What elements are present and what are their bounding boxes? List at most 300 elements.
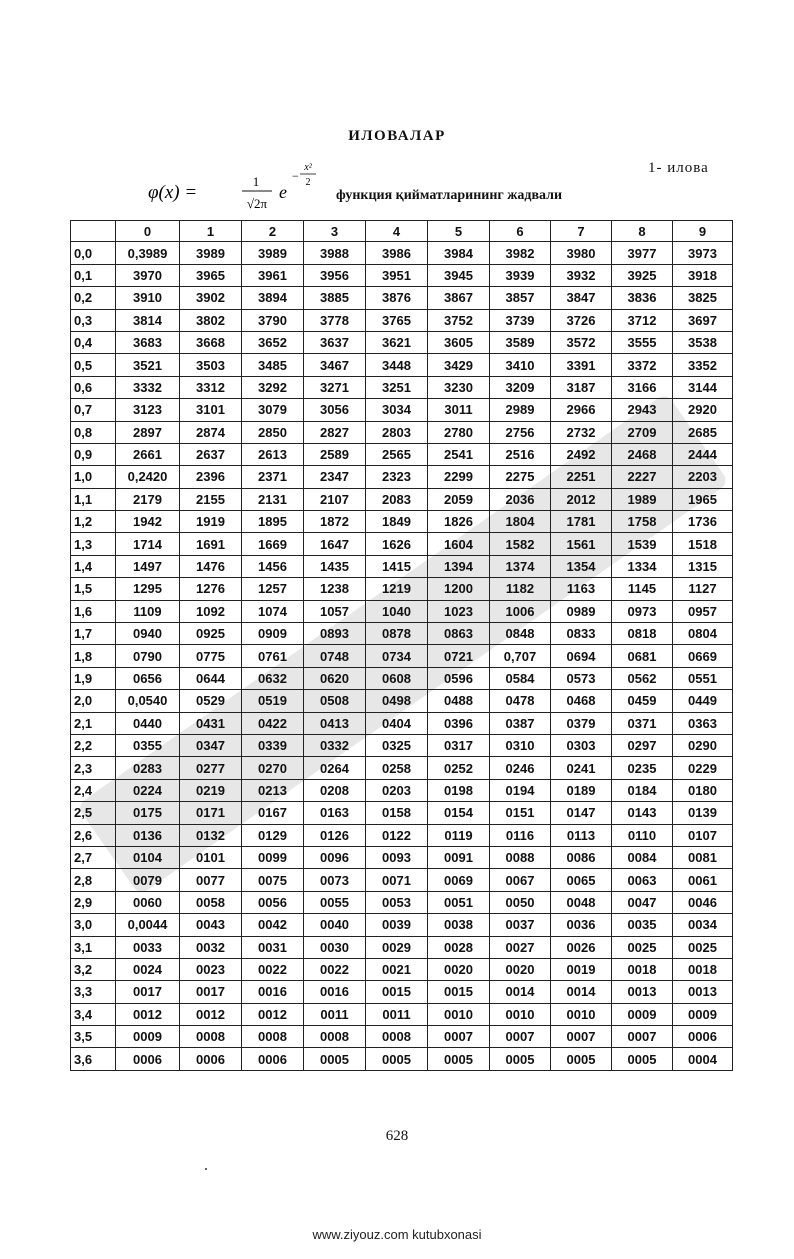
value-cell: 1669 [242,533,304,555]
value-cell: 0008 [242,1026,304,1048]
value-cell: 1295 [116,578,180,600]
value-cell: 3977 [612,242,673,264]
value-cell: 1145 [612,578,673,600]
value-cell: 0005 [551,1048,612,1070]
value-cell: 0562 [612,667,673,689]
value-cell: 1127 [673,578,733,600]
value-cell: 1456 [242,555,304,577]
value-cell: 2803 [366,421,428,443]
value-cell: 0004 [673,1048,733,1070]
value-cell: 3956 [304,264,366,286]
value-cell: 0,0044 [116,914,180,936]
value-cell: 0036 [551,914,612,936]
page-number: 628 [385,1128,409,1144]
value-cell: 0734 [366,645,428,667]
corner-header-cell [71,221,116,242]
table-row [71,511,733,533]
value-cell: 0015 [428,981,490,1003]
value-cell: 0081 [673,846,733,868]
value-cell: 3683 [116,331,180,353]
value-cell: 3932 [551,264,612,286]
value-cell: 0022 [304,958,366,980]
value-cell: 0061 [673,869,733,891]
value-cell: 0379 [551,712,612,734]
value-cell: 0043 [180,914,242,936]
value-cell: 0006 [116,1048,180,1070]
value-cell: 0013 [612,981,673,1003]
value-cell: 3984 [428,242,490,264]
row-label-cell: 2,8 [71,869,116,891]
table-row [71,690,733,712]
value-cell: 0224 [116,779,180,801]
value-cell: 1257 [242,578,304,600]
value-cell: 0681 [612,645,673,667]
value-cell: 0048 [551,891,612,913]
value-cell: 0,707 [490,645,551,667]
value-cell: 2155 [180,488,242,510]
table-row [71,623,733,645]
value-cell: 0007 [551,1026,612,1048]
value-cell: 3521 [116,354,180,376]
value-cell: 0113 [551,824,612,846]
value-cell: 0026 [551,936,612,958]
value-cell: 1238 [304,578,366,600]
value-cell: 0413 [304,712,366,734]
value-cell: 3752 [428,309,490,331]
value-cell: 0017 [116,981,180,1003]
table-row [71,936,733,958]
column-header-1: 0 [116,221,180,242]
value-cell: 1965 [673,488,733,510]
value-cell: 2492 [551,443,612,465]
value-cell: 1057 [304,600,366,622]
row-label-cell: 3,6 [71,1048,116,1070]
row-label-cell: 0,9 [71,443,116,465]
value-cell: 2203 [673,466,733,488]
column-header-2: 1 [180,221,242,242]
value-cell: 0143 [612,802,673,824]
value-cell: 0077 [180,869,242,891]
value-cell: 0459 [612,690,673,712]
value-cell: 0088 [490,846,551,868]
value-cell: 0007 [612,1026,673,1048]
value-cell: 0761 [242,645,304,667]
value-cell: 0008 [180,1026,242,1048]
value-cell: 2989 [490,399,551,421]
value-cell: 0440 [116,712,180,734]
row-label-cell: 3,2 [71,958,116,980]
value-cell: 0790 [116,645,180,667]
value-cell: 1561 [551,533,612,555]
value-cell: 0529 [180,690,242,712]
value-cell: 0957 [673,600,733,622]
value-cell: 3918 [673,264,733,286]
table-row [71,757,733,779]
value-cell: 1736 [673,511,733,533]
table-row [71,600,733,622]
value-cell: 3973 [673,242,733,264]
value-cell: 0721 [428,645,490,667]
value-cell: 2613 [242,443,304,465]
value-cell: 3352 [673,354,733,376]
value-cell: 0283 [116,757,180,779]
value-cell: 0104 [116,846,180,868]
value-cell: 0009 [673,1003,733,1025]
value-cell: 0644 [180,667,242,689]
value-cell: 3572 [551,331,612,353]
value-cell: 3902 [180,287,242,309]
value-cell: 0258 [366,757,428,779]
value-cell: 1109 [116,600,180,622]
column-header-9: 8 [612,221,673,242]
row-label-cell: 0,4 [71,331,116,353]
row-label-cell: 2,5 [71,802,116,824]
value-cell: 2083 [366,488,428,510]
value-cell: 3739 [490,309,551,331]
table-row [71,354,733,376]
value-cell: 0694 [551,645,612,667]
value-cell: 3790 [242,309,304,331]
value-cell: 1942 [116,511,180,533]
value-cell: 0325 [366,734,428,756]
value-cell: 0229 [673,757,733,779]
row-label-cell: 2,2 [71,734,116,756]
value-cell: 0084 [612,846,673,868]
value-cell: 3857 [490,287,551,309]
value-cell: 2347 [304,466,366,488]
value-cell: 0018 [612,958,673,980]
row-label-cell: 0,7 [71,399,116,421]
value-cell: 0213 [242,779,304,801]
value-cell: 0006 [242,1048,304,1070]
value-cell: 0584 [490,667,551,689]
value-cell: 0198 [428,779,490,801]
table-row [71,309,733,331]
value-cell: 0184 [612,779,673,801]
value-cell: 2516 [490,443,551,465]
value-cell: 0163 [304,802,366,824]
row-label-cell: 1,4 [71,555,116,577]
value-cell: 0608 [366,667,428,689]
value-cell: 0317 [428,734,490,756]
value-cell: 0431 [180,712,242,734]
table-row [71,802,733,824]
value-cell: 3951 [366,264,428,286]
table-row [71,645,733,667]
value-cell: 3144 [673,376,733,398]
row-label-cell: 2,3 [71,757,116,779]
value-cell: 0010 [551,1003,612,1025]
value-cell: 3802 [180,309,242,331]
value-cell: 1604 [428,533,490,555]
value-cell: 0804 [673,623,733,645]
value-cell: 0,2420 [116,466,180,488]
value-cell: 1394 [428,555,490,577]
value-cell: 1826 [428,511,490,533]
value-cell: 0101 [180,846,242,868]
value-cell: 3982 [490,242,551,264]
value-cell: 1781 [551,511,612,533]
value-cell: 0005 [428,1048,490,1070]
value-cell: 0075 [242,869,304,891]
value-cell: 1219 [366,578,428,600]
formula-exp-denominator: 2 [305,177,311,188]
row-label-cell: 2,7 [71,846,116,868]
value-cell: 0925 [180,623,242,645]
value-cell: 0006 [673,1026,733,1048]
value-cell: 1497 [116,555,180,577]
value-cell: 0189 [551,779,612,801]
value-cell: 0010 [428,1003,490,1025]
value-cell: 0158 [366,802,428,824]
value-cell: 3251 [366,376,428,398]
value-cell: 3485 [242,354,304,376]
value-cell: 0508 [304,690,366,712]
value-cell: 0110 [612,824,673,846]
row-label-cell: 2,9 [71,891,116,913]
table-row [71,533,733,555]
value-cell: 3209 [490,376,551,398]
table-row [71,578,733,600]
value-cell: 0038 [428,914,490,936]
value-cell: 0017 [180,981,242,1003]
value-cell: 2012 [551,488,612,510]
normal-density-table [70,220,733,1071]
table-row [71,421,733,443]
table-row [71,981,733,1003]
value-cell: 3986 [366,242,428,264]
value-cell: 3312 [180,376,242,398]
row-label-cell: 0,1 [71,264,116,286]
value-cell: 1582 [490,533,551,555]
value-cell: 0151 [490,802,551,824]
value-cell: 3448 [366,354,428,376]
value-cell: 3697 [673,309,733,331]
value-cell: 0290 [673,734,733,756]
value-cell: 0012 [242,1003,304,1025]
value-cell: 0422 [242,712,304,734]
value-cell: 1804 [490,511,551,533]
value-cell: 0116 [490,824,551,846]
appendix-label: 1- илова [648,160,709,176]
formula-exp-numerator: x² [304,162,312,173]
value-cell: 3011 [428,399,490,421]
value-cell: 3467 [304,354,366,376]
value-cell: 0,3989 [116,242,180,264]
value-cell: 3876 [366,287,428,309]
value-cell: 0129 [242,824,304,846]
value-cell: 0863 [428,623,490,645]
value-cell: 3538 [673,331,733,353]
value-cell: 3123 [116,399,180,421]
value-cell: 3778 [304,309,366,331]
value-cell: 3668 [180,331,242,353]
value-cell: 3885 [304,287,366,309]
value-cell: 3187 [551,376,612,398]
value-cell: 0270 [242,757,304,779]
value-cell: 0107 [673,824,733,846]
value-cell: 2323 [366,466,428,488]
value-cell: 3101 [180,399,242,421]
value-cell: 1074 [242,600,304,622]
value-cell: 0063 [612,869,673,891]
value-cell: 2943 [612,399,673,421]
table-row [71,264,733,286]
value-cell: 2396 [180,466,242,488]
value-cell: 0050 [490,891,551,913]
value-cell: 1758 [612,511,673,533]
value-cell: 0478 [490,690,551,712]
value-cell: 3939 [490,264,551,286]
value-cell: 0973 [612,600,673,622]
value-cell: 0339 [242,734,304,756]
value-cell: 0032 [180,936,242,958]
formula-exp-sign: − [292,169,299,183]
value-cell: 3814 [116,309,180,331]
value-cell: 0171 [180,802,242,824]
value-cell: 3847 [551,287,612,309]
value-cell: 2709 [612,421,673,443]
row-label-cell: 1,2 [71,511,116,533]
value-cell: 3056 [304,399,366,421]
table-row [71,1003,733,1025]
value-cell: 1539 [612,533,673,555]
value-cell: 0573 [551,667,612,689]
value-cell: 0404 [366,712,428,734]
table-row [71,869,733,891]
row-label-cell: 3,3 [71,981,116,1003]
row-label-cell: 2,1 [71,712,116,734]
value-cell: 0015 [366,981,428,1003]
row-label-cell: 2,6 [71,824,116,846]
value-cell: 0008 [304,1026,366,1048]
row-label-cell: 2,0 [71,690,116,712]
value-cell: 0035 [612,914,673,936]
value-cell: 0030 [304,936,366,958]
value-cell: 3589 [490,331,551,353]
value-cell: 3945 [428,264,490,286]
value-cell: 0219 [180,779,242,801]
formula-numerator: 1 [252,174,260,189]
value-cell: 0047 [612,891,673,913]
value-cell: 1092 [180,600,242,622]
value-cell: 3429 [428,354,490,376]
value-cell: 0096 [304,846,366,868]
value-cell: 0039 [366,914,428,936]
value-cell: 2251 [551,466,612,488]
value-cell: 0018 [673,958,733,980]
table-row [71,914,733,936]
row-label-cell: 0,8 [71,421,116,443]
value-cell: 1895 [242,511,304,533]
value-cell: 2227 [612,466,673,488]
value-cell: 0020 [428,958,490,980]
column-header-3: 2 [242,221,304,242]
value-cell: 3637 [304,331,366,353]
value-cell: 1374 [490,555,551,577]
density-formula [148,156,338,218]
value-cell: 0069 [428,869,490,891]
column-header-5: 4 [366,221,428,242]
value-cell: 0818 [612,623,673,645]
value-cell: 2685 [673,421,733,443]
value-cell: 0009 [116,1026,180,1048]
value-cell: 0029 [366,936,428,958]
value-cell: 1626 [366,533,428,555]
value-cell: 0091 [428,846,490,868]
value-cell: 0022 [242,958,304,980]
value-cell: 0025 [673,936,733,958]
value-cell: 0347 [180,734,242,756]
value-cell: 1919 [180,511,242,533]
value-cell: 0208 [304,779,366,801]
value-cell: 3765 [366,309,428,331]
value-cell: 0065 [551,869,612,891]
table-row [71,555,733,577]
value-cell: 0848 [490,623,551,645]
value-cell: 0396 [428,712,490,734]
value-cell: 3391 [551,354,612,376]
value-cell: 0014 [490,981,551,1003]
value-cell: 0241 [551,757,612,779]
table-row [71,734,733,756]
row-label-cell: 1,1 [71,488,116,510]
value-cell: 0893 [304,623,366,645]
row-label-cell: 0,3 [71,309,116,331]
value-cell: 1435 [304,555,366,577]
value-cell: 0055 [304,891,366,913]
value-cell: 3989 [180,242,242,264]
value-cell: 3230 [428,376,490,398]
value-cell: 0056 [242,891,304,913]
value-cell: 0079 [116,869,180,891]
value-cell: 2275 [490,466,551,488]
value-cell: 0355 [116,734,180,756]
value-cell: 0012 [116,1003,180,1025]
row-label-cell: 1,3 [71,533,116,555]
value-cell: 0005 [490,1048,551,1070]
value-cell: 0632 [242,667,304,689]
value-cell: 3910 [116,287,180,309]
value-cell: 0940 [116,623,180,645]
column-header-8: 7 [551,221,612,242]
value-cell: 0067 [490,869,551,891]
value-cell: 1714 [116,533,180,555]
value-cell: 0310 [490,734,551,756]
table-row [71,376,733,398]
value-cell: 0009 [612,1003,673,1025]
value-cell: 2661 [116,443,180,465]
value-cell: 0010 [490,1003,551,1025]
value-cell: 1182 [490,578,551,600]
value-cell: 0775 [180,645,242,667]
value-cell: 0180 [673,779,733,801]
value-cell: 0252 [428,757,490,779]
table-row [71,846,733,868]
row-label-cell: 3,5 [71,1026,116,1048]
value-cell: 0060 [116,891,180,913]
value-cell: 0021 [366,958,428,980]
value-cell: 0748 [304,645,366,667]
value-cell: 0011 [304,1003,366,1025]
row-label-cell: 1,0 [71,466,116,488]
value-cell: 0332 [304,734,366,756]
value-cell: 0005 [612,1048,673,1070]
value-cell: 0878 [366,623,428,645]
value-cell: 0093 [366,846,428,868]
value-cell: 0235 [612,757,673,779]
value-cell: 0058 [180,891,242,913]
